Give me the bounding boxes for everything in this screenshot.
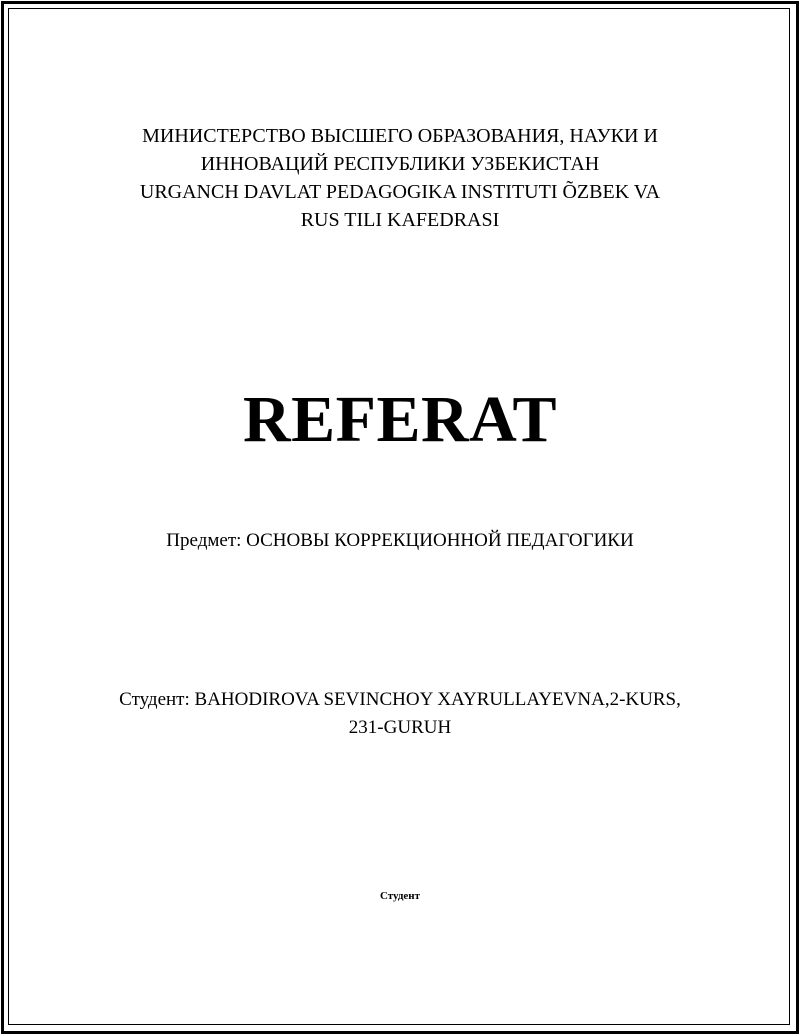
student-line-1 [0,686,800,714]
student-group: 231-GURUH [348,717,452,738]
student-label: Студент: [119,689,190,710]
footer-label: Студент [379,890,421,902]
header-line: ИННОВАЦИЙ РЕСПУБЛИКИ УЗБЕКИСТАН [200,153,600,175]
institution-header [0,122,800,234]
student-name: BAHODIROVA SEVINCHOY XAYRULLAYEVNA,2-KURS, [194,689,681,710]
subject-value: ОСНОВЫ КОРРЕКЦИОННОЙ ПЕДАГОГИКИ [246,530,634,551]
document-title: REFERAT [243,383,557,456]
header-line: RUS TILI KAFEDRASI [300,209,500,231]
student-info [0,686,800,742]
header-line: МИНИСТЕРСТВО ВЫСШЕГО ОБРАЗОВАНИЯ, НАУКИ И [142,125,658,147]
subject-label: Предмет: [166,530,242,551]
header-line: URGANCH DAVLAT PEDAGOGIKA INSTITUTI ÕZBEK VA [139,181,661,203]
subject-line [0,528,800,554]
